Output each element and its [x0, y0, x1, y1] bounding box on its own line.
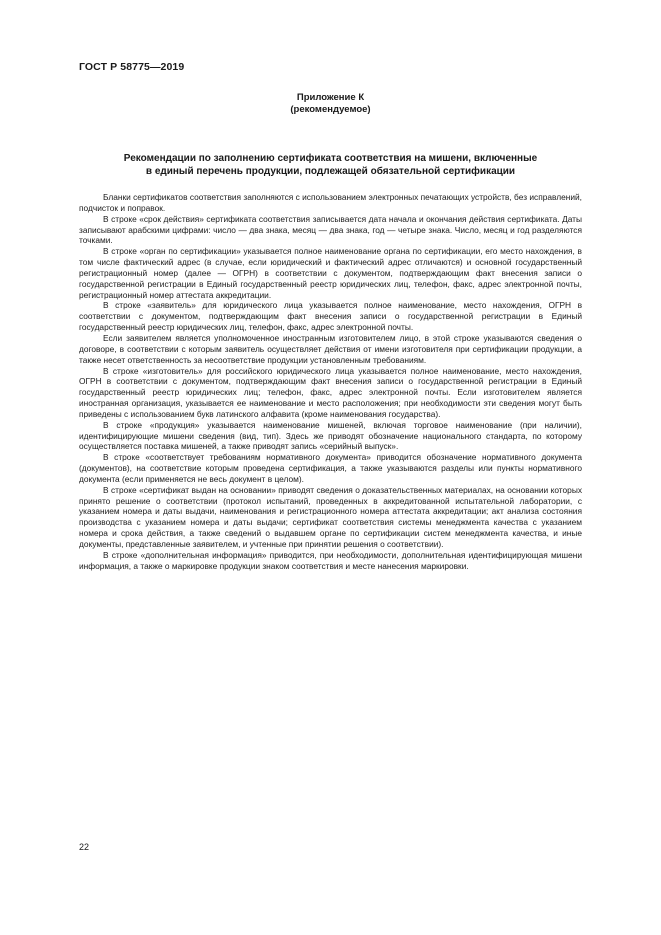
page-number: 22	[79, 842, 90, 852]
section-heading-line: Рекомендации по заполнению сертификата соответствия на мишени, включенные	[123, 153, 538, 164]
body-text	[79, 192, 582, 572]
paragraph: В строке «сертификат выдан на основании» приводят сведения о доказательственных материалах, на основании которых принято решение о соответствии (протокол испытаний, проведенных в аккредитованной испытательной лаборатории, с указанием номера и даты выдачи, наименования и регистрационного номера аттестата аккредитации; акт анализа состояния производства с указанием номера и даты выдачи; сертификат соответствия системы менеджмента качества с указанием номера и срока действия, а также сведений о выдавшем органе по сертификации систем менеджмента качества, и иные документы, представленные заявителем, и учтенные при принятии решения о соответствии).	[79, 484, 582, 549]
paragraph: В строке «изготовитель» для российского юридического лица указывается полное наименование, место нахождения, ОГРН в соответствии с документом, подтверждающим факт внесения записи о государственной регистрации в Единый государственный реестр юридических лиц; телефон, факс, адрес электронной почты. Если изготовителем является иностранная организация, указывается ее наименование и место расположения; при необходимости эти сведения могут быть приведены с использованием букв латинского алфавита (кроме наименования государства).	[79, 365, 582, 419]
annex-subtitle: (рекомендуемое)	[290, 104, 371, 115]
section-heading	[79, 153, 582, 178]
paragraph: В строке «дополнительная информация» приводится, при необходимости, дополнительная идентифицирующая мишени информация, а также о маркировке продукции знаком соответствия и месте нанесения маркировки.	[79, 549, 582, 571]
document-code: ГОСТ Р 58775—2019	[79, 61, 185, 73]
annex-title: Приложение К	[296, 92, 365, 103]
section-heading-line: в единый перечень продукции, подлежащей обязательной сертификации	[145, 165, 516, 177]
paragraph: В строке «орган по сертификации» указывается полное наименование органа по сертификации, его место нахождения, в том числе фактический адрес (в случае, если юридический и фактический адрес отличаются) и основной государственный регистрационный номер (далее — ОГРН) в соответствии с документом, подтверждающим факт внесения записи о государственной регистрации в Единый государственный реестр юридических лиц, телефон, факс, адрес электронной почты, регистрационный номер аттестата аккредитации.	[79, 246, 582, 300]
paragraph: В строке «продукция» указывается наименование мишеней, включая торговое наименование (при наличии), идентифицирующие мишени сведения (вид, тип). Здесь же приводят обозначение национального стандарта, по которому осуществляется поставка мишеней, а также приводят запись «серийный выпуск».	[79, 419, 582, 452]
paragraph: В строке «срок действия» сертификата соответствия записывается дата начала и окончания действия сертификата. Даты записывают арабскими цифрами: число — два знака, месяц — два знака, год — четыре знака. Число, месяц и год разделяются точками.	[79, 213, 582, 246]
paragraph: Бланки сертификатов соответствия заполняются с использованием электронных печатающих устройств, без исправлений, подчисток и поправок.	[79, 192, 582, 213]
paragraph: Если заявителем является уполномоченное иностранным изготовителем лицо, в этой строке указываются сведения о договоре, в соответствии с которым заявитель осуществляет действия от имени изготовителя при сертификации продукции, а также несет ответственность за несоответствие продукции установленным требованиям.	[79, 332, 582, 365]
paragraph: В строке «заявитель» для юридического лица указывается полное наименование, место нахождения, ОГРН в соответствии с документом, подтверждающим факт внесения записи о государственной регистрации в Единый государственный реестр юридических лиц, телефон, факс, адрес электронной почты.	[79, 300, 582, 333]
paragraph: В строке «соответствует требованиям нормативного документа» приводится обозначение нормативного документа (документов), на соответствие которым проведена сертификация, а также указываются разделы или пункты нормативного документа (если применяется не весь документ в целом).	[79, 452, 582, 484]
